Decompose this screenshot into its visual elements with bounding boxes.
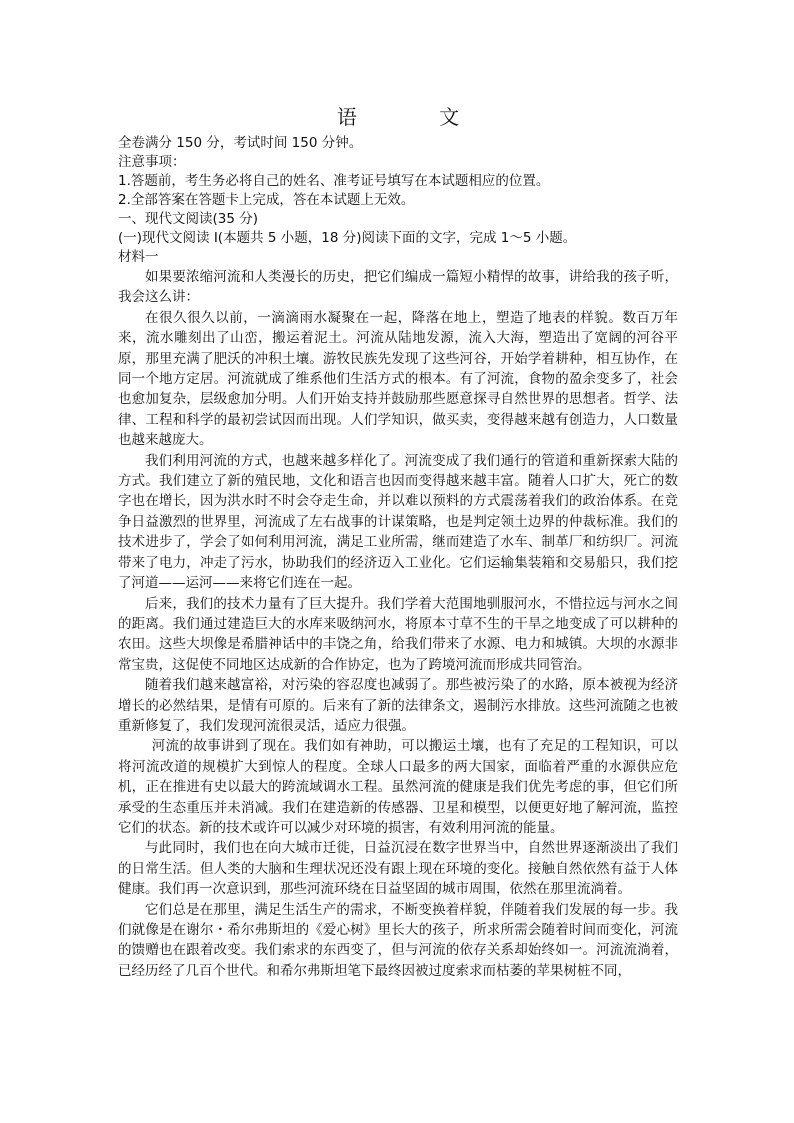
body-paragraph: 后来，我们的技术力量有了巨大提升。我们学着大范围地驯服河水，不惜拉远与河水之间的距离。我们通过建造巨大的水库来吸纳河水，将原本寸草不生的干旱之地变成了可以耕种的农田。这些大坝像是希腊神话中的丰饶之角，给我们带来了水源、电力和城镇。大坝的水源非常宝贵，这促使不同地区达成新的合作协定，也为了跨境河流而形成共同管治。 [118, 595, 678, 673]
exam-page [118, 100, 678, 981]
body-paragraph: 它们总是在那里，满足生活生产的需求，不断变换着样貌，伴随着我们发展的每一步。我们就像是在谢尔・希尔弗斯坦的《爱心树》里长大的孩子，所求所需会随着时间而变化，河流的馈赠也在跟着改变。我们索求的东西变了，但与河流的依存关系却始终如一。河流流淌着，已经历经了几百个世代。和希尔弗斯坦笔下最终因被过度索求而枯萎的苹果树桩不同， [118, 901, 678, 979]
body-paragraph: 如果要浓缩河流和人类漫长的历史，把它们编成一篇短小精悍的故事，讲给我的孩子听，我会这么讲： [118, 269, 678, 306]
subsection-heading: (一)现代文阅读 I(本题共 5 小题，18 分)阅读下面的文字，完成 1～5 小题。 [118, 230, 577, 246]
section-heading: 一、现代文阅读(35 分) [118, 211, 259, 227]
document-title: 语 文 [336, 105, 498, 129]
material-label: 材料一 [118, 249, 159, 265]
body-paragraph: 与此同时，我们也在向大城市迁徙，日益沉浸在数字世界当中，自然世界逐渐淡出了我们的日常生活。但人类的大脑和生理状况还没有跟上现在环境的变化。接触自然依然有益于人体健康。我们再一次意识到，那些河流环绕在日益坚固的城市周围，依然在那里流淌着。 [118, 840, 678, 898]
note-item-1: 1.答题前，考生务必将自己的姓名、准考证号填写在本试题相应的位置。 [118, 173, 550, 189]
body-paragraph: 我们利用河流的方式，也越来越多样化了。河流变成了我们通行的管道和重新探索大陆的方式。我们建立了新的殖民地，文化和语言也因而变得越来越丰富。随着人口扩大，死亡的数字也在增长，因为洪水时不时会夺走生命，并以难以预料的方式震荡着我们的政治体系。在竞争日益激烈的世界里，河流成了左右战事的计谋策略，也是判定领土边界的仲裁标准。我们的技术进步了，学会了如何利用河流，满足工业所需，继而建造了水车、制革厂和纺织厂。河流带来了电力，冲走了污水，协助我们的经济迈入工业化。它们运输集装箱和交易船只，我们挖了河道——运河——来将它们连在一起。 [118, 452, 678, 592]
body-paragraph: 在很久很久以前，一滴滴雨水凝聚在一起，降落在地上，塑造了地表的样貌。数百万年来，流水雕刻出了山峦，搬运着泥土。河流从陆地发源，流入大海，塑造出了宽阔的河谷平原，那里充满了肥沃的冲积土壤。游牧民族先发现了这些河谷，开始学着耕种，相互协作，在同一个地方定居。河流就成了维系他们生活方式的根本。有了河流，食物的盈余变多了，社会也愈加复杂，层级愈加分明。人们开始支持并鼓励那些愿意探寻自然世界的思想者。哲学、法律、工程和科学的最初尝试因而出现。人们学知识，做买卖，变得越来越有创造力，人口数量也越来越庞大。 [118, 309, 678, 449]
notes-heading: 注意事项： [118, 154, 186, 170]
score-time-line: 全卷满分 150 分，考试时间 150 分钟。 [118, 135, 363, 151]
body-paragraph: 随着我们越来越富裕，对污染的容忍度也减弱了。那些被污染了的水路，原本被视为经济增长的必然结果，是情有可原的。后来有了新的法律条文，遏制污水排放。这些河流随之也被重新修复了，我们发现河流很灵活，适应力很强。 [118, 677, 678, 734]
body-paragraph: 河流的故事讲到了现在。我们如有神助，可以搬运土壤，也有了充足的工程知识，可以将河流改道的规模扩大到惊人的程度。全球人口最多的两大国家，面临着严重的水源供应危机，正在推进有史以最大的跨流域调水工程。虽然河流的健康是我们优先考虑的事，但它们所承受的生态重压并未消减。我们在建造新的传感器、卫星和模型，以便更好地了解河流，监控它们的状态。新的技术或许可以减少对环境的损害，有效利用河流的能量。 [118, 738, 678, 836]
note-item-2: 2.全部答案在答题卡上完成，答在本试题上无效。 [118, 192, 415, 208]
